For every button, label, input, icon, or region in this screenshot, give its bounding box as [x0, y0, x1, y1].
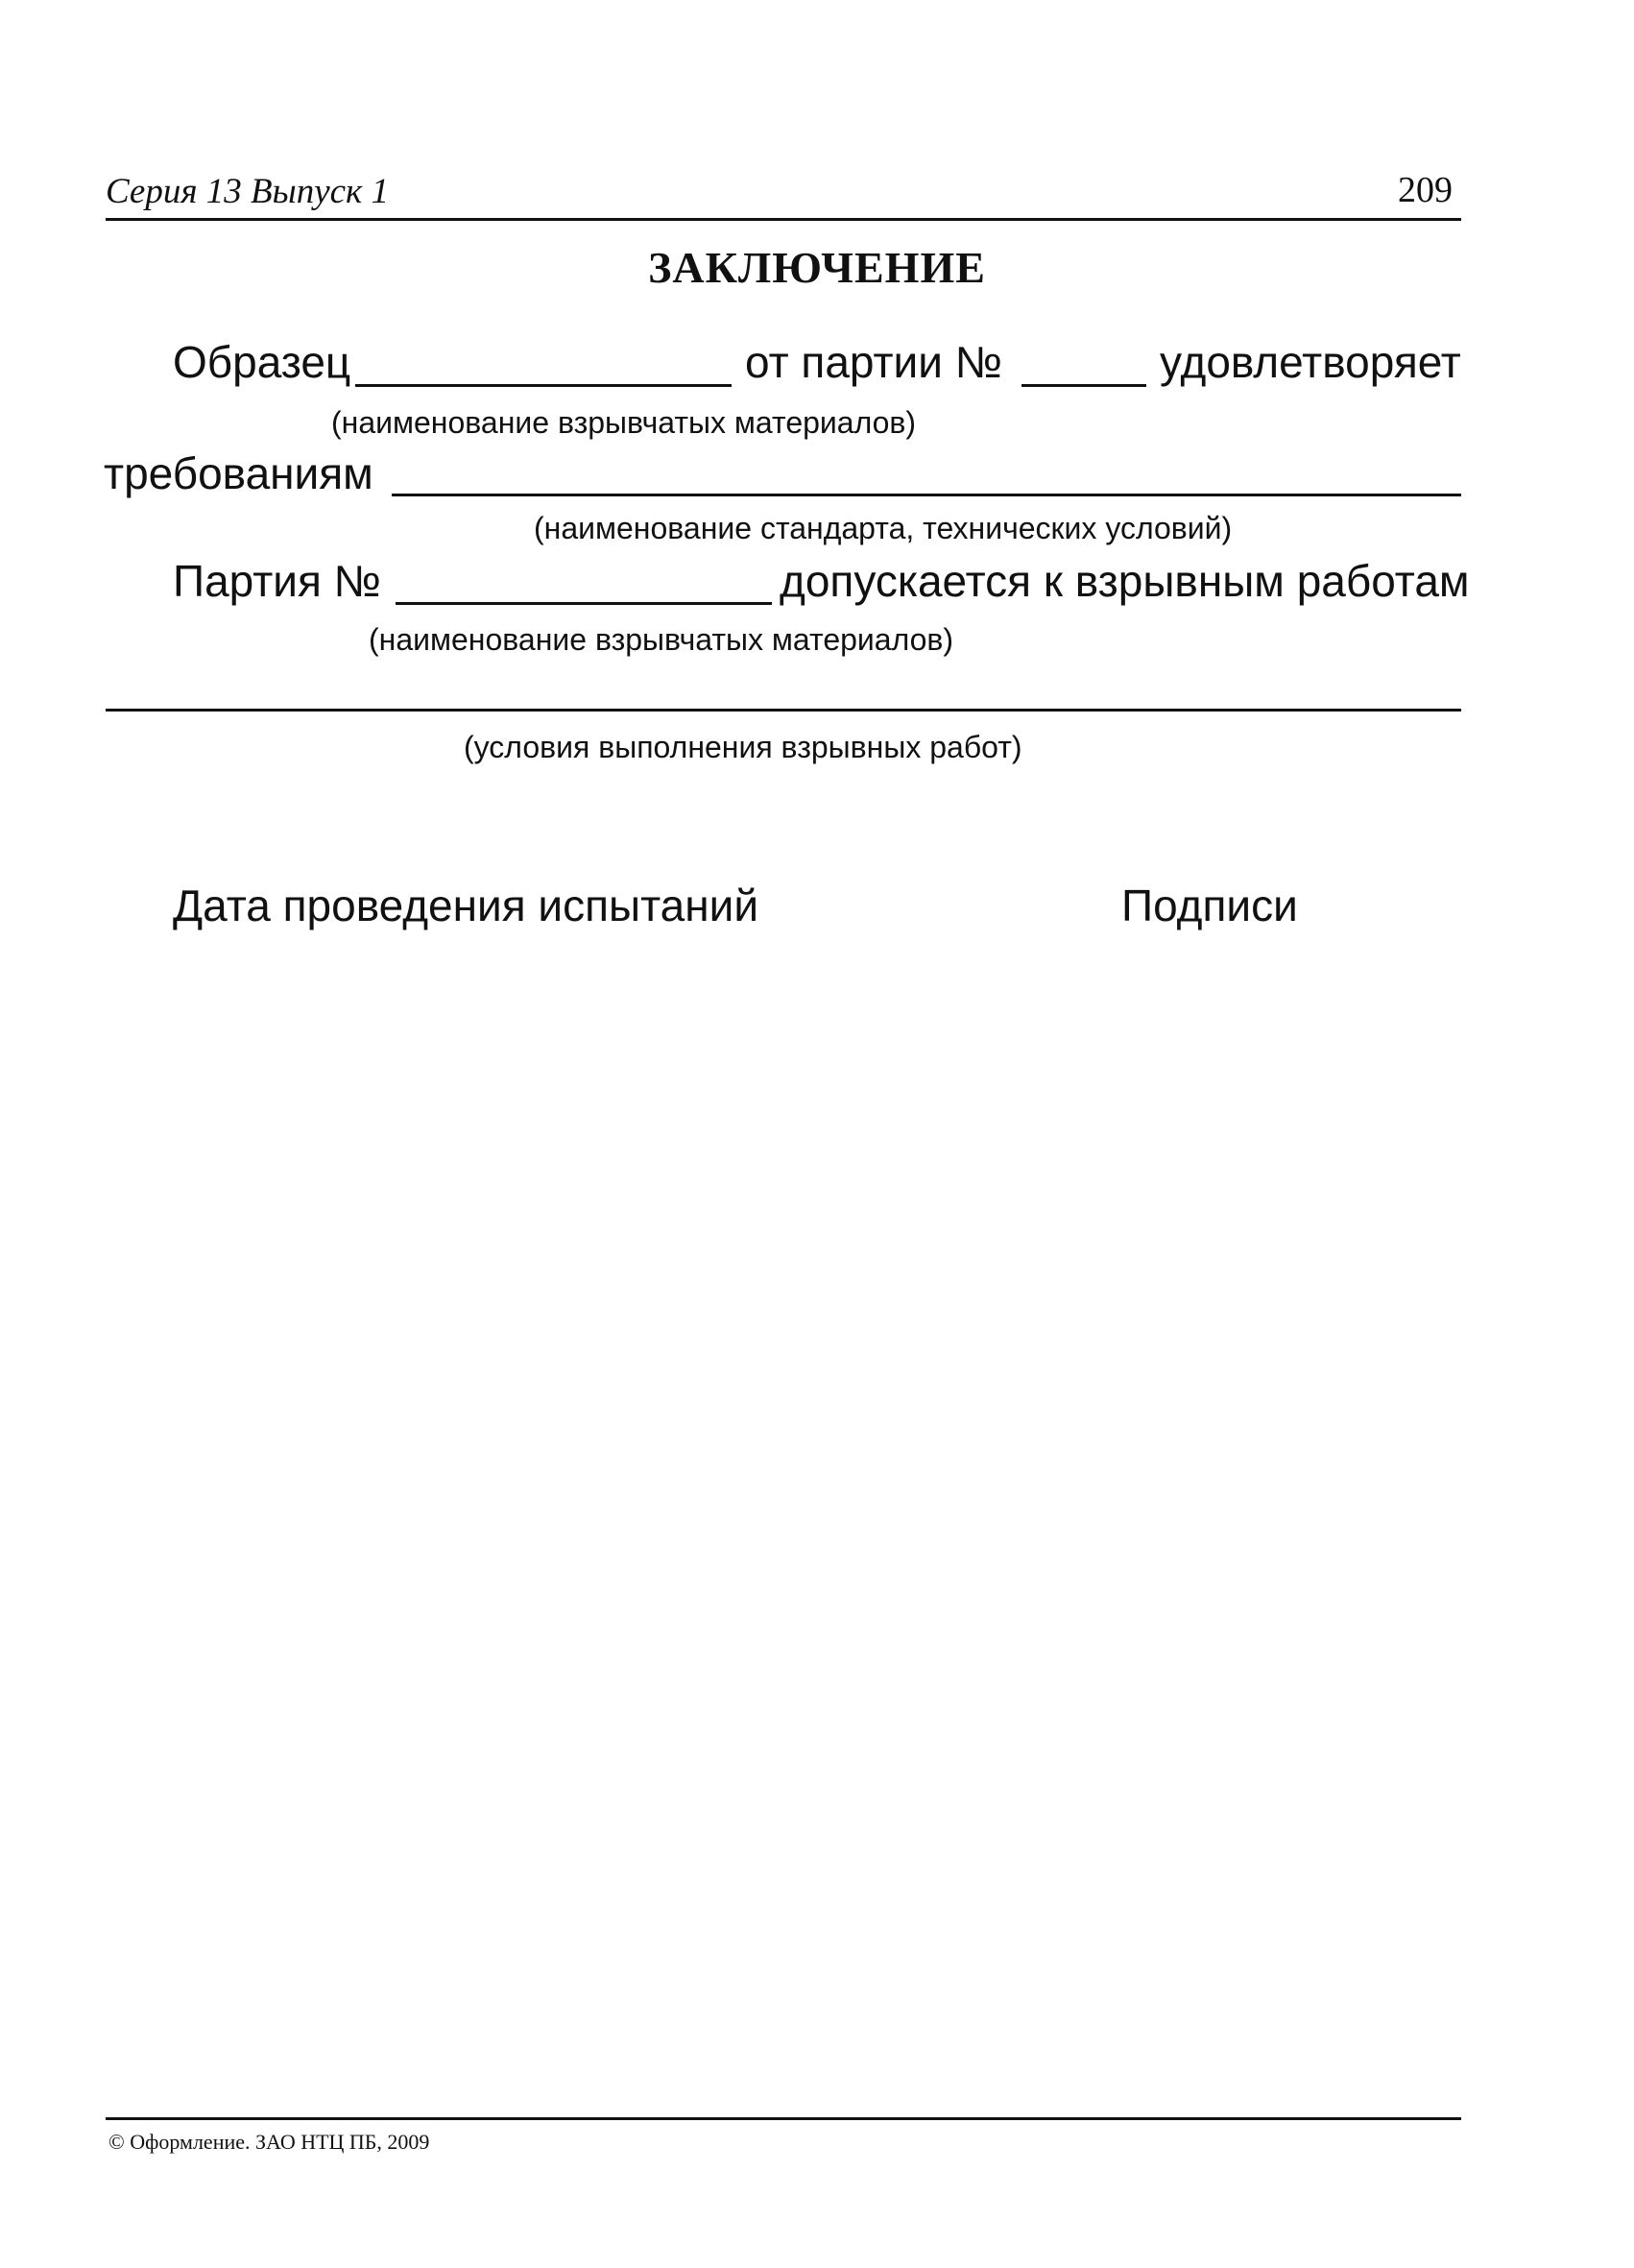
footer-rule [106, 2117, 1461, 2120]
signatures-label: Подписи [1121, 881, 1298, 930]
caption-explosive-name: (наименование взрывчатых материалов) [331, 405, 917, 440]
label-satisfies: удовлетворяет [1160, 337, 1461, 387]
caption-standard-name: (наименование стандарта, технических условий) [534, 511, 1233, 545]
caption-explosive-name-2: (наименование взрывчатых материалов) [369, 622, 954, 657]
label-from-batch: от партии № [745, 337, 1003, 387]
label-batch-number: Партия № [173, 556, 382, 606]
header-series: Серия 13 Выпуск 1 [106, 172, 390, 211]
label-sample: Образец [173, 337, 351, 387]
caption-blasting-conditions: (условия выполнения взрывных работ) [464, 730, 1022, 764]
sample-name-blank[interactable] [355, 384, 732, 387]
test-date-label: Дата проведения испытаний [173, 881, 759, 930]
batch-number-blank[interactable] [1021, 384, 1146, 387]
label-requirements: требованиям [104, 448, 373, 498]
document-title: ЗАКЛЮЧЕНИЕ [648, 243, 986, 292]
blasting-conditions-blank[interactable] [106, 709, 1461, 712]
header-rule [106, 218, 1461, 221]
footer-copyright: © Оформление. ЗАО НТЦ ПБ, 2009 [108, 2130, 430, 2154]
label-admitted: допускается к взрывным работам [780, 556, 1470, 606]
page-number: 209 [1398, 170, 1453, 210]
batch-explosive-blank[interactable] [396, 602, 772, 605]
standard-name-blank[interactable] [392, 494, 1461, 496]
